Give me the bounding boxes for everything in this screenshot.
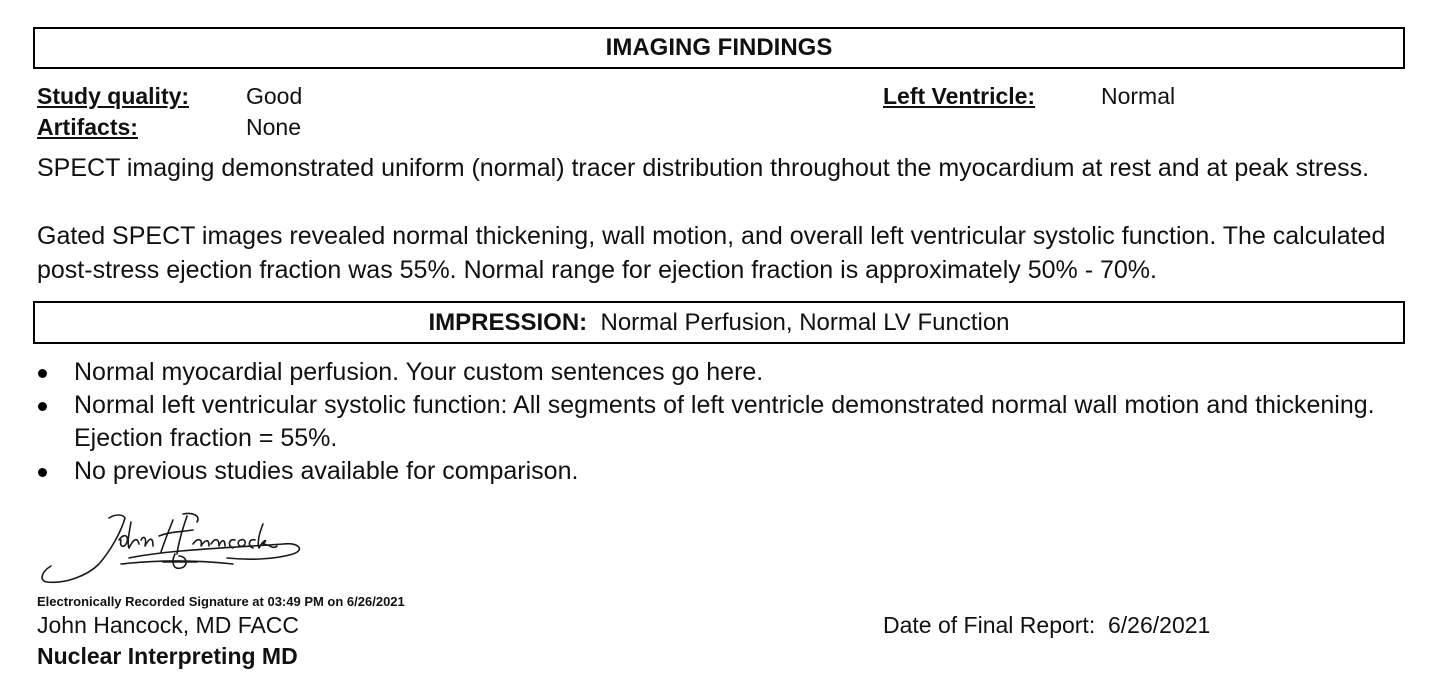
impression-label: IMPRESSION:	[428, 309, 588, 336]
bullet-icon	[38, 468, 47, 477]
final-report-date-value: 6/26/2021	[1108, 612, 1211, 638]
physician-role: Nuclear Interpreting MD	[37, 643, 298, 669]
artifacts-label: Artifacts:	[37, 114, 138, 140]
findings-paragraph-tracer: SPECT imaging demonstrated uniform (normal) tracer distribution throughout the myocardium at rest and at peak stress.	[37, 154, 1370, 182]
left-ventricle-label: Left Ventricle:	[883, 83, 1036, 109]
findings-paragraph-gated-spect: Gated SPECT images revealed normal thickening, wall motion, and overall left ventricular systolic function. The calculated post-stress ejection fraction was 55%. Normal range for ejection fraction is approximately 50% - 70%.	[37, 222, 1386, 284]
bullet-icon	[38, 369, 47, 378]
handwritten-signature	[37, 510, 307, 590]
impression-bullet	[37, 356, 1407, 389]
study-quality-value: Good	[246, 83, 303, 109]
impression-bullet	[37, 389, 1407, 455]
impression-summary: Normal Perfusion, Normal LV Function	[600, 309, 1010, 336]
signature-caption: Electronically Recorded Signature at 03:49 PM on 6/26/2021	[37, 594, 405, 609]
impression-bullet-text: Normal myocardial perfusion. Your custom sentences go here.	[74, 358, 764, 386]
imaging-findings-title: IMAGING FINDINGS	[605, 34, 833, 61]
impression-bullet	[37, 455, 1407, 488]
bullet-icon	[38, 402, 47, 411]
impression-bullet-text: No previous studies available for comparison.	[74, 457, 579, 485]
impression-bullet-list	[37, 356, 1407, 488]
impression-header	[33, 301, 1405, 344]
physician-name: John Hancock, MD FACC	[37, 612, 300, 638]
left-ventricle-value: Normal	[1101, 83, 1176, 109]
imaging-findings-header	[33, 27, 1405, 69]
final-report-date	[883, 612, 1210, 639]
impression-bullet-text: Normal left ventricular systolic function: All segments of left ventricle demonstrated normal wall motion and thickening. Ejection fraction = 55%.	[74, 391, 1375, 452]
final-report-label: Date of Final Report:	[883, 612, 1096, 638]
study-quality-label: Study quality:	[37, 83, 190, 109]
artifacts-value: None	[246, 114, 301, 140]
